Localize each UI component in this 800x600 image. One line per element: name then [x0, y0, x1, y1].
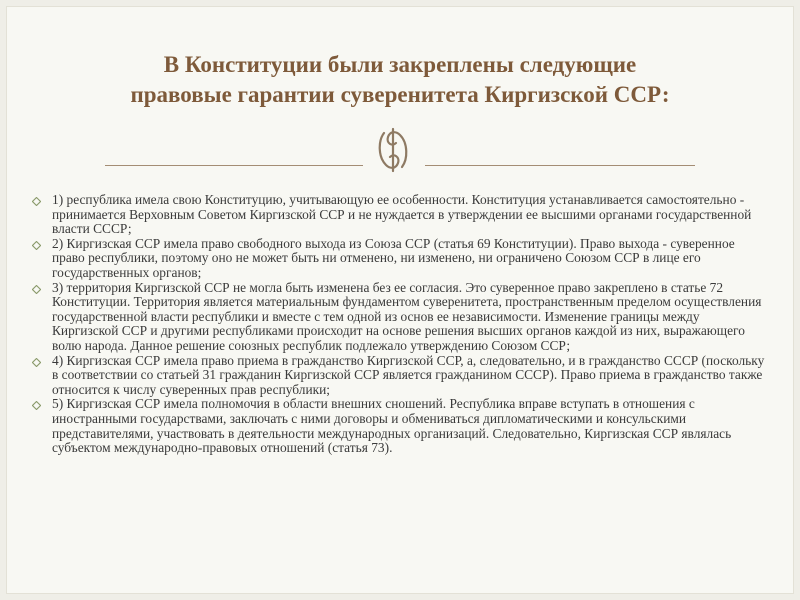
body-list	[32, 193, 768, 456]
list-item-text: 2) Киргизская ССР имела право свободного выхода из Союза ССР (статья 69 Конституции). Право выхода - суверенное право республики, поэтому оно не может быть ни отменено, ни изменено, ни ограничено Союзом ССР в лице его государственных органов;	[52, 235, 735, 280]
slide-title-line-1: В Конституции были закреплены следующие	[163, 52, 637, 77]
slide-title	[40, 50, 760, 110]
slide-title-line-2: правовые гарантии суверенитета Киргизской ССР:	[130, 82, 670, 107]
list-item-text: 1) республика имела свою Конституцию, учитывающую ее особенности. Конституция устанавливается самостоятельно - принимается Верховным Советом Киргизской ССР и не нуждается в утверждении ее высшими органами государственной власти СССР;	[52, 192, 752, 237]
diamond-bullet-icon	[32, 401, 41, 410]
fleuron-icon	[368, 125, 418, 175]
list-item	[32, 237, 768, 281]
title-divider	[0, 125, 800, 175]
list-item-text: 3) территория Киргизской ССР не могла быть изменена без ее согласия. Это суверенное право закреплено в статье 72 Конституции. Территория является материальным фундаментом суверенитета, пространственным пределом осуществления государственной власти республики и вместе с тем одной из основ ее независимости. Изменение границы между Киргизской ССР и другими республиками происходит на основе решения высших органов каждой из них, выражающего волю народа. Данное решение союзных республик подлежало утверждению Союзом ССР;	[52, 279, 762, 353]
list-item	[32, 193, 768, 237]
list-item	[32, 281, 768, 354]
diamond-bullet-icon	[32, 285, 41, 294]
list-item	[32, 354, 768, 398]
list-item-text: 5) Киргизская ССР имела полномочия в области внешних сношений. Республика вправе вступать в отношения с иностранными государствами, заключать с ними договоры и обмениваться дипломатическими и консульскими представителями, участвовать в деятельности международных организаций. Следовательно, Киргизская ССР являлась субъектом международно-правовых отношений (статья 73).	[52, 396, 732, 456]
diamond-bullet-icon	[32, 241, 41, 250]
divider-rule-left	[105, 165, 363, 166]
divider-rule-right	[425, 165, 695, 166]
diamond-bullet-icon	[32, 358, 41, 367]
diamond-bullet-icon	[32, 197, 41, 206]
list-item-text: 4) Киргизская ССР имела право приема в гражданство Киргизской ССР, а, следовательно, и в гражданство СССР (поскольку в соответствии со статьей 31 гражданин Киргизской ССР является гражданином СССР). Право приема в гражданство также относится к числу суверенных прав республики;	[52, 352, 765, 397]
list-item	[32, 397, 768, 455]
